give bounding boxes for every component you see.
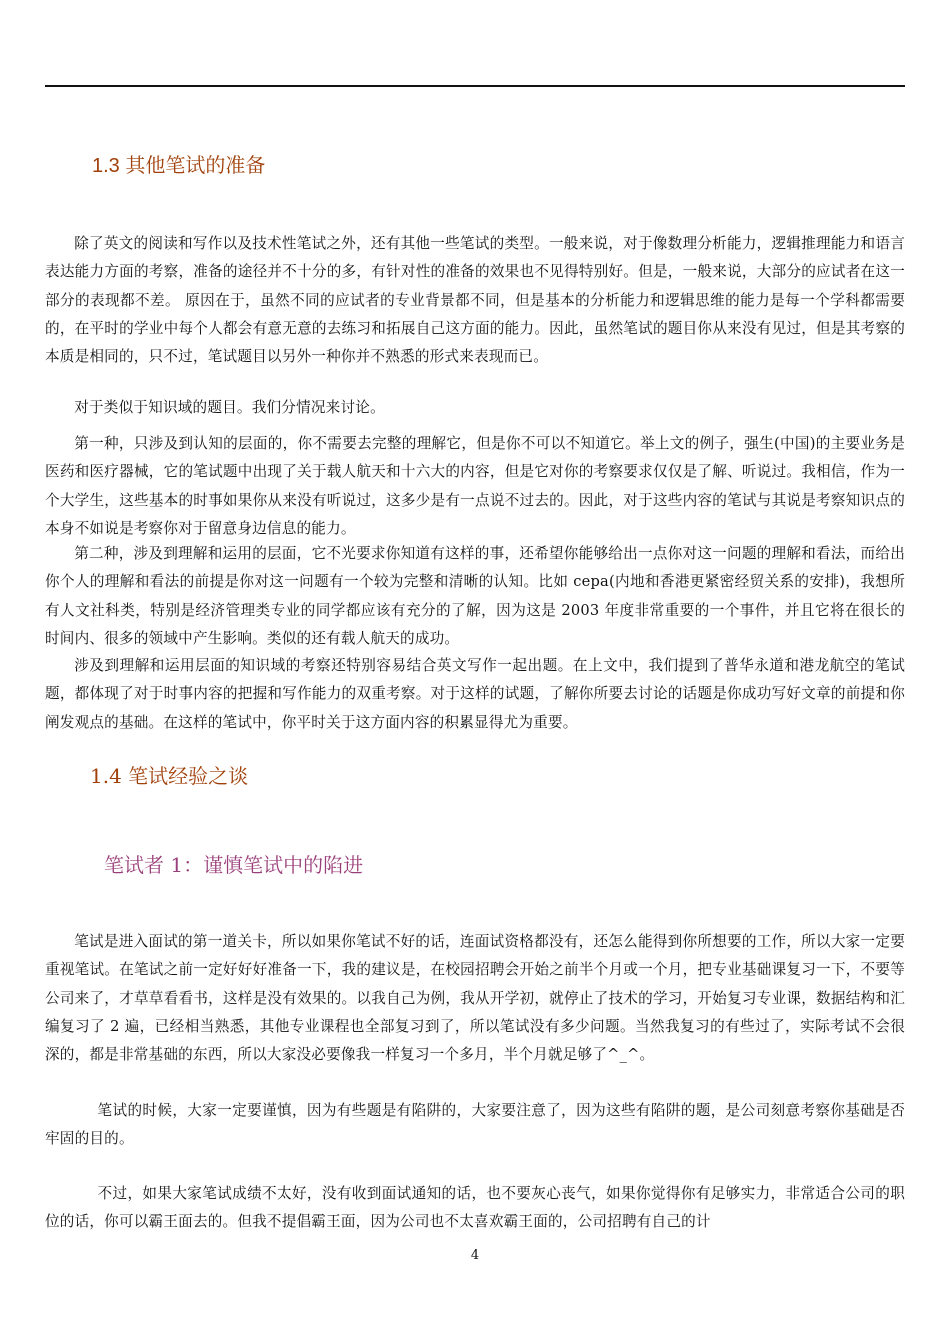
section-heading-1-3: 1.3 其他笔试的准备 [92,155,266,177]
section-heading-1-4: 1.4 笔试经验之谈 [90,764,249,788]
paragraph: 笔试是进入面试的第一道关卡，所以如果你笔试不好的话，连面试资格都没有，还怎么能得到你所想要的工作，所以大家一定要重视笔试。在笔试之前一定好好好准备一下，我的建议是，在校园招聘会开始之前半个月或一个月，把专业基础课复习一下，不要等公司来了，才草草看看书，这样是没有效果的。以我自己为例，我从开学初，就停止了技术的学习，开始复习专业课，数据结构和汇编复习了 2 遍，已经相当熟悉，其他专业课程也全部复习到了，所以笔试没有多少问题。当然我复习的有些过了，实际考试不会很深的，都是非常基础的东西，所以大家没必要像我一样复习一个多月，半个月就足够了^_^。 [45,933,905,1064]
paragraph: 对于类似于知识域的题目。我们分情况来讨论。 [74,399,385,416]
header-rule [45,85,905,87]
paragraph: 笔试的时候，大家一定要谨慎，因为有些题是有陷阱的，大家要注意了，因为这些有陷阱的题，是公司刻意考察你基础是否牢固的目的。 [45,1102,905,1148]
paragraph: 第一种，只涉及到认知的层面的，你不需要去完整的理解它，但是你不可以不知道它。举上文的例子，强生(中国)的主要业务是医药和医疗器械，它的笔试题中出现了关于载人航天和十六大的内容，但是它对你的考察要求仅仅是了解、听说过。我相信，作为一个大学生，这些基本的时事如果你从来没有听说过，这多少是有一点说不过去的。因此，对于这些内容的笔试与其说是考察知识点的本身不如说是考察你对于留意身边信息的能力。 [45,435,905,537]
subheading-writer-1: 笔试者 1：谨慎笔试中的陷进 [104,853,364,877]
paragraph: 第二种，涉及到理解和运用的层面，它不光要求你知道有这样的事，还希望你能够给出一点你对这一问题的理解和看法，而给出你个人的理解和看法的前提是你对这一问题有一个较为完整和清晰的认知。比如 cepa(内地和香港更紧密经贸关系的安排)，我想所有人文社科类，特别是经济管理类专业的同学都应该有充分的了解，因为这是 2003 年度非常重要的一个事件，并且它将在很长的时间内、很多的领域中产生影响。类似的还有载人航天的成功。 [45,545,905,647]
paragraph: 除了英文的阅读和写作以及技术性笔试之外，还有其他一些笔试的类型。一般来说，对于像数理分析能力，逻辑推理能力和语言表达能力方面的考察，准备的途径并不十分的多，有针对性的准备的效果也不见得特别好。但是，一般来说，大部分的应试者在这一部分的表现都不差。 原因在于，虽然不同的应试者的专业背景都不同，但是基本的分析能力和逻辑思维的能力是每一个学科都需要的，在平时的学业中每个人都会有意无意的去练习和拓展自己这方面的能力。因此，虽然笔试的题目你从来没有见过，但是其考察的本质是相同的，只不过，笔试题目以另外一种你并不熟悉的形式来表现而已。 [45,235,905,366]
page-number: 4 [470,1248,480,1263]
paragraph: 涉及到理解和运用层面的知识域的考察还特别容易结合英文写作一起出题。在上文中，我们提到了普华永道和港龙航空的笔试题，都体现了对于时事内容的把握和写作能力的双重考察。对于这样的试题，了解你所要去讨论的话题是你成功写好文章的前提和你阐发观点的基础。在这样的笔试中，你平时关于这方面内容的积累显得尤为重要。 [45,657,905,731]
paragraph: 不过，如果大家笔试成绩不太好，没有收到面试通知的话，也不要灰心丧气，如果你觉得你有足够实力，非常适合公司的职位的话，你可以霸王面去的。但我不提倡霸王面，因为公司也不太喜欢霸王面的，公司招聘有自己的计 [45,1185,905,1231]
